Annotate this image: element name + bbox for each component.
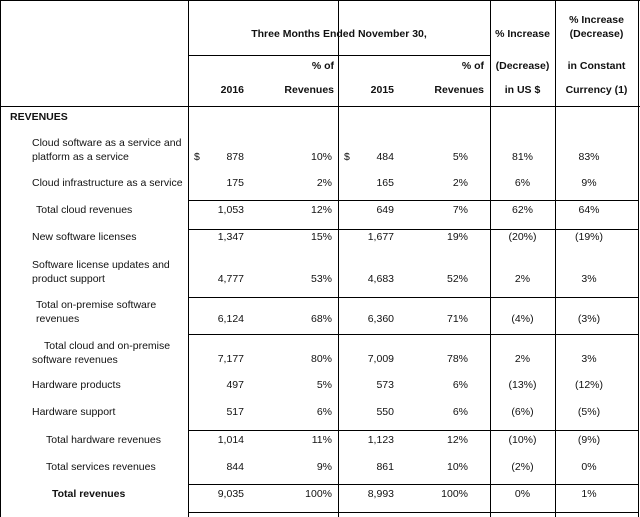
cell-2016-value: 6,124 (217, 313, 244, 325)
cell-inc-cc: 9% (581, 177, 597, 189)
cell-inc-cc: 3% (581, 353, 597, 365)
col-header-cc-line4: Currency (1) (565, 84, 628, 96)
col-header-revenues-2016: Revenues (284, 84, 334, 96)
cell-2016-value: 1,014 (217, 434, 244, 446)
cell-2016-pct: 100% (305, 488, 332, 500)
cell-2016-value: 175 (226, 177, 244, 189)
cell-2015-value: 7,009 (367, 353, 394, 365)
col-divider-2 (338, 0, 339, 517)
cell-2015-value: 484 (376, 151, 394, 163)
row-label: Total cloud revenues (36, 204, 133, 216)
cell-2016-pct: 2% (316, 177, 332, 189)
cell-inc-us: 0% (514, 488, 531, 500)
cell-2016-value: 9,035 (217, 488, 244, 500)
row-label: Total revenues (52, 488, 126, 500)
row-separator (188, 484, 638, 485)
period-underline (188, 55, 490, 56)
cell-2016-pct: 80% (310, 353, 332, 365)
col-header-cc-line3: in Constant (567, 60, 626, 72)
cell-2015-pct: 19% (446, 231, 468, 243)
cell-inc-us: (6%) (511, 406, 534, 418)
row-label: Total hardware revenues (46, 434, 161, 446)
cell-2015-value: 6,360 (367, 313, 394, 325)
period-header: Three Months Ended November 30, (251, 28, 427, 40)
cell-inc-us: (20%) (508, 231, 537, 243)
col-header-cc-line1: % Increase (569, 14, 624, 26)
cell-inc-us: 2% (514, 353, 531, 365)
cell-inc-cc: (19%) (574, 231, 603, 243)
cell-2016-pct: 11% (311, 434, 332, 446)
cell-inc-cc: 64% (578, 204, 600, 216)
cell-2015-value: 649 (376, 204, 394, 216)
row-label: Cloud infrastructure as a service (32, 177, 183, 189)
cell-2015-pct: 10% (446, 461, 468, 473)
cell-2015-value: 550 (376, 406, 394, 418)
cell-2016-value: 878 (226, 151, 244, 163)
col-divider-1 (188, 0, 189, 517)
cell-2016-value: 844 (226, 461, 244, 473)
cell-2016-value: 1,053 (217, 204, 244, 216)
cell-inc-cc: (12%) (574, 379, 603, 391)
cell-2016-pct: 10% (310, 151, 332, 163)
table-left-border (0, 0, 1, 517)
cell-inc-us: (10%) (508, 434, 537, 446)
cell-2015-pct: 6% (452, 379, 468, 391)
cell-2016-pct: 12% (310, 204, 332, 216)
cell-2016-value: 7,177 (217, 353, 244, 365)
currency-symbol-2016: $ (194, 151, 200, 163)
table-right-border (638, 0, 639, 517)
cell-2015-value: 1,677 (367, 231, 394, 243)
cell-inc-cc: (3%) (577, 313, 601, 325)
cell-2015-pct: 100% (441, 488, 468, 500)
cell-inc-us: 6% (514, 177, 531, 189)
cell-2015-pct: 7% (452, 204, 468, 216)
row-label: Total cloud and on-premise software revenues (32, 340, 171, 366)
cell-2015-pct: 52% (446, 273, 468, 285)
cell-2015-value: 1,123 (367, 434, 394, 446)
row-label: Hardware products (32, 379, 121, 391)
row-separator (188, 430, 638, 431)
row-label: New software licenses (32, 231, 137, 243)
cell-inc-us: 2% (514, 273, 531, 285)
section-label: REVENUES (10, 111, 68, 123)
cell-2016-pct: 5% (316, 379, 332, 391)
cell-2015-value: 861 (376, 461, 394, 473)
cell-inc-cc: (5%) (577, 406, 601, 418)
cell-inc-cc: 83% (578, 151, 600, 163)
col-header-2015: 2015 (370, 84, 394, 96)
row-label: Hardware support (32, 406, 116, 418)
cell-2015-value: 4,683 (367, 273, 394, 285)
cell-2016-pct: 53% (310, 273, 332, 285)
cell-2015-value: 8,993 (367, 488, 394, 500)
table-top-border (0, 0, 640, 1)
row-separator (188, 297, 638, 298)
row-label: Total services revenues (46, 461, 156, 473)
row-separator (188, 200, 638, 201)
col-header-pct-of-2015: % of (461, 60, 484, 72)
row-separator (188, 512, 638, 513)
cell-2016-value: 4,777 (217, 273, 244, 285)
col-header-pct-of-2016: % of (311, 60, 334, 72)
currency-symbol-2015: $ (344, 151, 350, 163)
cell-inc-cc: (9%) (577, 434, 601, 446)
cell-2016-value: 517 (226, 406, 244, 418)
cell-2015-pct: 6% (452, 406, 468, 418)
header-bottom-border (0, 106, 640, 107)
cell-2015-pct: 12% (446, 434, 468, 446)
cell-2015-pct: 78% (446, 353, 468, 365)
row-label: Total on-premise software revenues (36, 299, 157, 325)
cell-2015-pct: 2% (452, 177, 468, 189)
col-header-cc-line2: (Decrease) (569, 28, 624, 40)
row-label: Software license updates and product support (32, 259, 170, 285)
cell-inc-cc: 3% (581, 273, 597, 285)
cell-inc-cc: 0% (581, 461, 597, 473)
col-header-us-line1: % Increase (495, 28, 550, 40)
cell-2016-pct: 15% (310, 231, 332, 243)
cell-inc-cc: 1% (581, 488, 597, 500)
row-label: Cloud software as a service and platform as a service (32, 137, 182, 163)
cell-2016-value: 1,347 (217, 231, 244, 243)
row-separator (188, 334, 638, 335)
cell-2015-value: 573 (376, 379, 394, 391)
cell-2016-value: 497 (226, 379, 244, 391)
cell-inc-us: 81% (511, 151, 533, 163)
col-header-us-line3: in US $ (504, 84, 541, 96)
cell-inc-us: (13%) (508, 379, 537, 391)
cell-2015-value: 165 (376, 177, 394, 189)
col-header-us-line2: (Decrease) (495, 60, 550, 72)
cell-inc-us: (4%) (511, 313, 534, 325)
cell-inc-us: 62% (511, 204, 533, 216)
cell-2015-pct: 71% (446, 313, 468, 325)
col-header-revenues-2015: Revenues (434, 84, 484, 96)
col-header-2016: 2016 (220, 84, 244, 96)
cell-inc-us: (2%) (511, 461, 534, 473)
cell-2016-pct: 68% (310, 313, 332, 325)
cell-2015-pct: 5% (452, 151, 468, 163)
cell-2016-pct: 6% (316, 406, 332, 418)
cell-2016-pct: 9% (316, 461, 332, 473)
